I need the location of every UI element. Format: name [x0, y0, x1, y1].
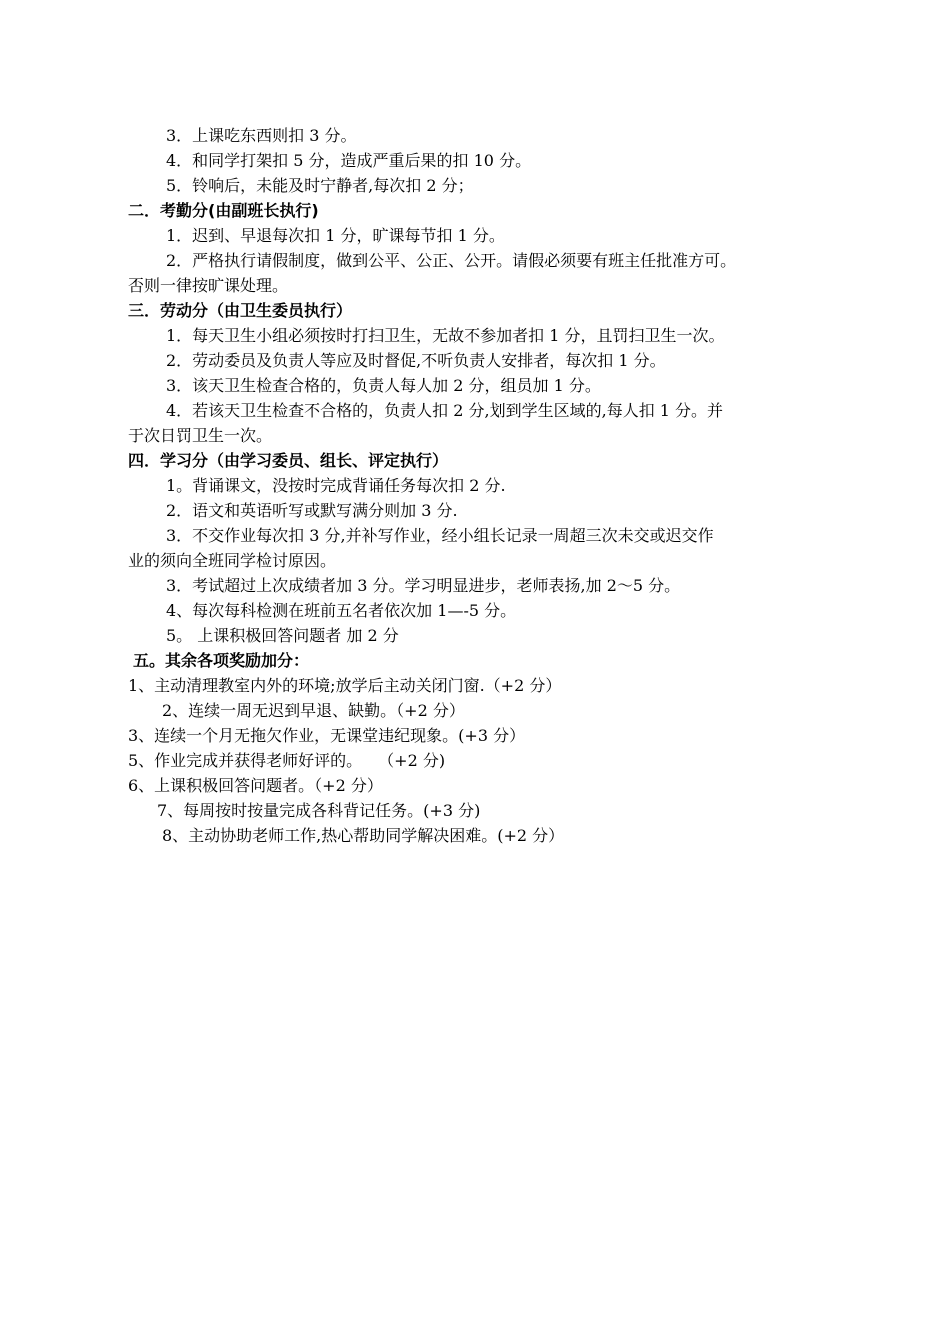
rule-line-continuation: 否则一律按旷课处理。	[128, 276, 289, 295]
reward-line: 2、连续一周无迟到早退、缺勤。（+2 分）	[162, 701, 465, 720]
reward-line: 6、上课积极回答问题者。（+2 分）	[128, 776, 383, 795]
rule-line: 3．该天卫生检查合格的，负责人每人加 2 分，组员加 1 分。	[166, 376, 601, 395]
rule-line: 3．考试超过上次成绩者加 3 分。学习明显进步，老师表扬,加 2～5 分。	[166, 576, 681, 595]
section-heading: 三．劳动分（由卫生委员执行）	[128, 301, 353, 320]
section-heading: 四．学习分（由学习委员、组长、评定执行）	[128, 451, 449, 470]
rule-line: 2．语文和英语听写或默写满分则加 3 分.	[166, 501, 458, 520]
reward-line: 3、连续一个月无拖欠作业，无课堂违纪现象。(+3 分）	[128, 726, 526, 745]
rule-line: 1．迟到、早退每次扣 1 分，旷课每节扣 1 分。	[166, 226, 505, 245]
rule-line-continuation: 于次日罚卫生一次。	[128, 426, 273, 445]
rule-line: 1．每天卫生小组必须按时打扫卫生，无故不参加者扣 1 分，且罚扫卫生一次。	[166, 326, 725, 345]
rule-line: 2．严格执行请假制度，做到公平、公正、公开。请假必须要有班主任批准方可。	[166, 251, 737, 270]
rule-line: 3．不交作业每次扣 3 分,并补写作业，经小组长记录一周超三次未交或迟交作	[166, 526, 714, 545]
reward-line: 5、作业完成并获得老师好评的。 （+2 分)	[128, 751, 446, 770]
reward-line: 8、主动协助老师工作,热心帮助同学解决困难。(+2 分）	[162, 826, 565, 845]
rule-line: 2．劳动委员及负责人等应及时督促,不听负责人安排者，每次扣 1 分。	[166, 351, 666, 370]
reward-line: 7、每周按时按量完成各科背记任务。(+3 分)	[157, 801, 481, 820]
rule-line: 5。 上课积极回答问题者 加 2 分	[166, 626, 399, 645]
rule-line: 5．铃响后，未能及时宁静者,每次扣 2 分；	[166, 176, 474, 195]
rule-line: 4．若该天卫生检查不合格的，负责人扣 2 分,划到学生区域的,每人扣 1 分。并	[166, 401, 724, 420]
rule-line-continuation: 业的须向全班同学检讨原因。	[128, 551, 337, 570]
section-heading: 五。其余各项奖励加分：	[133, 651, 310, 670]
rule-line: 1。背诵课文，没按时完成背诵任务每次扣 2 分.	[166, 476, 506, 495]
reward-line: 1、主动清理教室内外的环境;放学后主动关闭门窗.（+2 分）	[128, 676, 562, 695]
section-heading: 二．考勤分(由副班长执行)	[128, 201, 319, 220]
rule-line: 4．和同学打架扣 5 分，造成严重后果的扣 10 分。	[166, 151, 532, 170]
rule-line: 4、每次每科检测在班前五名者依次加 1—-5 分。	[166, 601, 517, 620]
rule-line: 3．上课吃东西则扣 3 分。	[166, 126, 357, 145]
